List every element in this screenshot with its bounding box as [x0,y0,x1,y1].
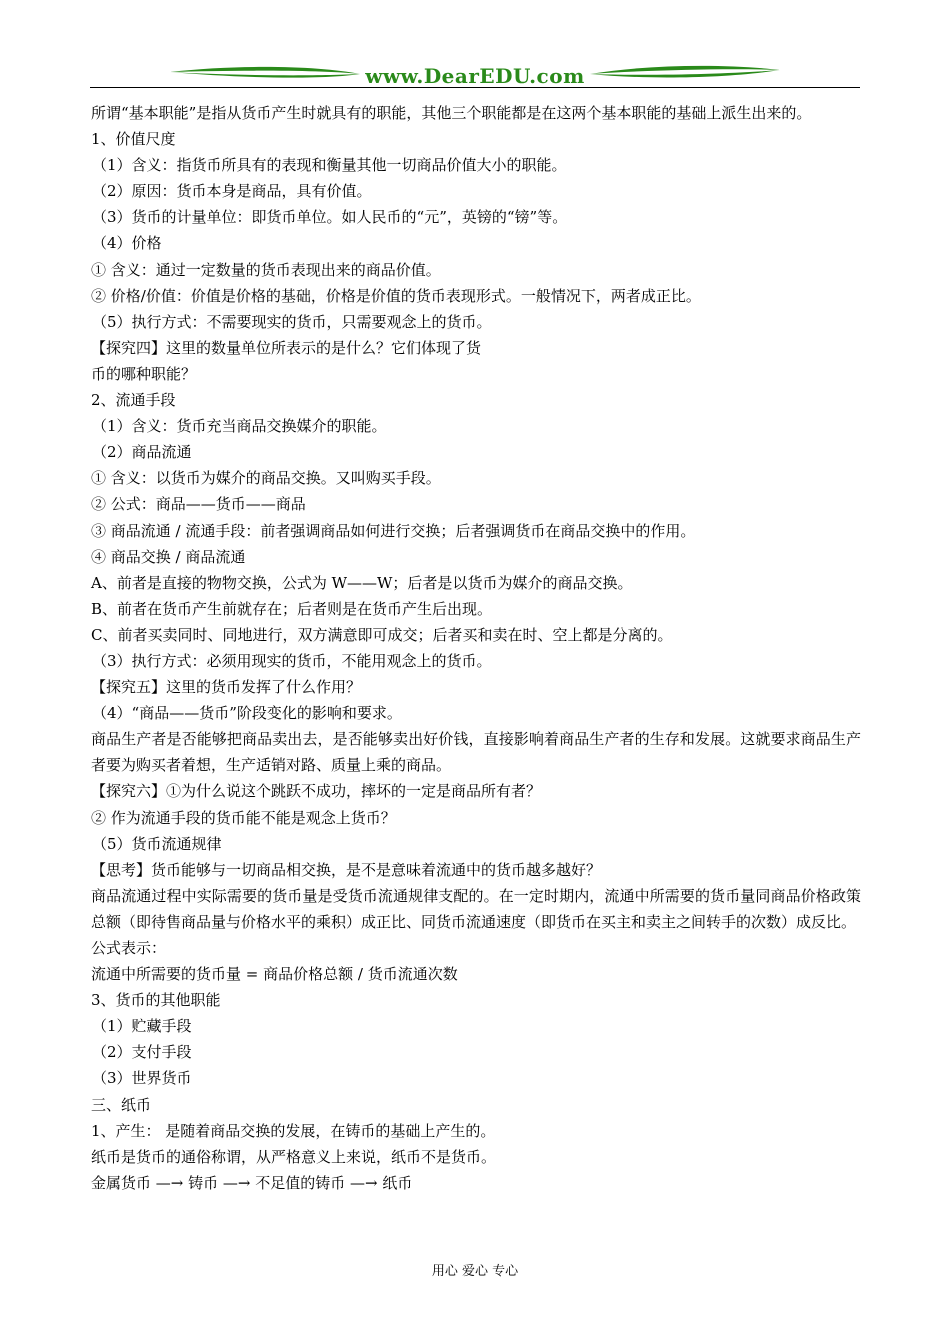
list-item: （2）支付手段 [92,1043,192,1062]
paragraph: 公式表示： [91,939,167,957]
question: ② 作为流通手段的货币能不能是观念上货币？ [91,808,396,827]
list-item: （3）执行方式：必须用现实的货币，不能用观念上的货币。 [92,651,492,670]
question: 【探究五】这里的货币发挥了什么作用？ [91,678,362,697]
section-heading: 2、流通手段 [91,391,176,410]
list-item: （2）商品流通 [92,443,192,462]
document-body [91,100,861,1196]
section-heading: 3、货币的其他职能 [91,991,221,1010]
list-item: （5）执行方式：不需要现实的货币，只需要观念上的货币。 [92,312,492,331]
site-logo-text: www.DearEDU.com [365,64,585,88]
question: 【思考】货币能够与一切商品相交换，是不是意味着流通中的货币越多越好？ [91,860,602,879]
list-item: A、前者是直接的物物交换，公式为 W——W；后者是以货币为媒介的商品交换。 [91,573,633,592]
list-item: ② 价格/价值：价值是价格的基础，价格是价值的货币表现形式。一般情况下，两者成正比。 [91,286,701,305]
list-item: ① 含义：以货币为媒介的商品交换。又叫购买手段。 [91,469,441,488]
paragraph: 商品流通过程中实际需要的货币量是受货币流通规律支配的。在一定时期内，流通中所需要的货币量同商品价格政策总额（即待售商品量与价格水平的乘积）成正比、同货币流通速度（即货币在买主和卖主之间转手的次数）成反比。 [91,886,861,931]
list-item: （4）“商品——货币”阶段变化的影响和要求。 [92,704,402,723]
list-item: ④ 商品交换 / 商品流通 [91,547,246,566]
list-item: ① 含义：通过一定数量的货币表现出来的商品价值。 [91,260,441,279]
page-footer: 用心 爱心 专心 [431,1264,519,1279]
paragraph: 商品生产者是否能够把商品卖出去，是否能够卖出好价钱，直接影响着商品生产者的生存和发展。这就要求商品生产者要为购买者着想，生产适销对路、质量上乘的商品。 [91,730,861,775]
list-item: （2）原因：货币本身是商品，具有价值。 [92,182,372,201]
section-heading: 1、价值尺度 [91,130,176,149]
list-item: B、前者在货币产生前就存在；后者则是在货币产生后出现。 [91,599,493,618]
paragraph: 所谓“基本职能”是指从货币产生时就具有的职能，其他三个职能都是在这两个基本职能的基础上派生出来的。 [91,104,812,122]
question: 【探究四】这里的数量单位所表示的是什么？它们体现了货 [91,338,482,357]
list-item: （3）货币的计量单位：即货币单位。如人民币的“元”，英镑的“镑”等。 [92,208,568,227]
list-item: （3）世界货币 [92,1069,192,1088]
list-item: （1）含义：货币充当商品交换媒介的职能。 [92,417,387,436]
list-item: （5）货币流通规律 [92,834,222,853]
list-item: ② 公式：商品——货币——商品 [91,495,306,514]
list-item: C、前者买卖同时、同地进行，双方满意即可成交；后者买和卖在时、空上都是分离的。 [91,625,673,644]
question-continuation: 币的哪种职能？ [91,364,197,383]
question: 【探究六】①为什么说这个跳跃不成功，摔坏的一定是商品所有者？ [91,782,542,801]
list-item: 1、产生： 是随着商品交换的发展，在铸币的基础上产生的。 [91,1121,496,1140]
list-item: （4）价格 [92,234,162,253]
formula: 流通中所需要的货币量 = 商品价格总额 / 货币流通次数 [91,965,458,984]
evolution-chain: 金属货币 —→ 铸币 —→ 不足值的铸币 —→ 纸币 [91,1173,413,1192]
section-heading: 三、纸币 [91,1095,152,1114]
site-header [90,60,860,90]
list-item: ③ 商品流通 / 流通手段：前者强调商品如何进行交换；后者强调货币在商品交换中的作用。 [91,521,696,540]
list-item: （1）贮藏手段 [92,1017,192,1036]
list-item: （1）含义：指货币所具有的表现和衡量其他一切商品价值大小的职能。 [92,156,567,175]
paragraph: 纸币是货币的通俗称谓，从严格意义上来说，纸币不是货币。 [91,1147,497,1166]
header-divider [90,87,860,88]
